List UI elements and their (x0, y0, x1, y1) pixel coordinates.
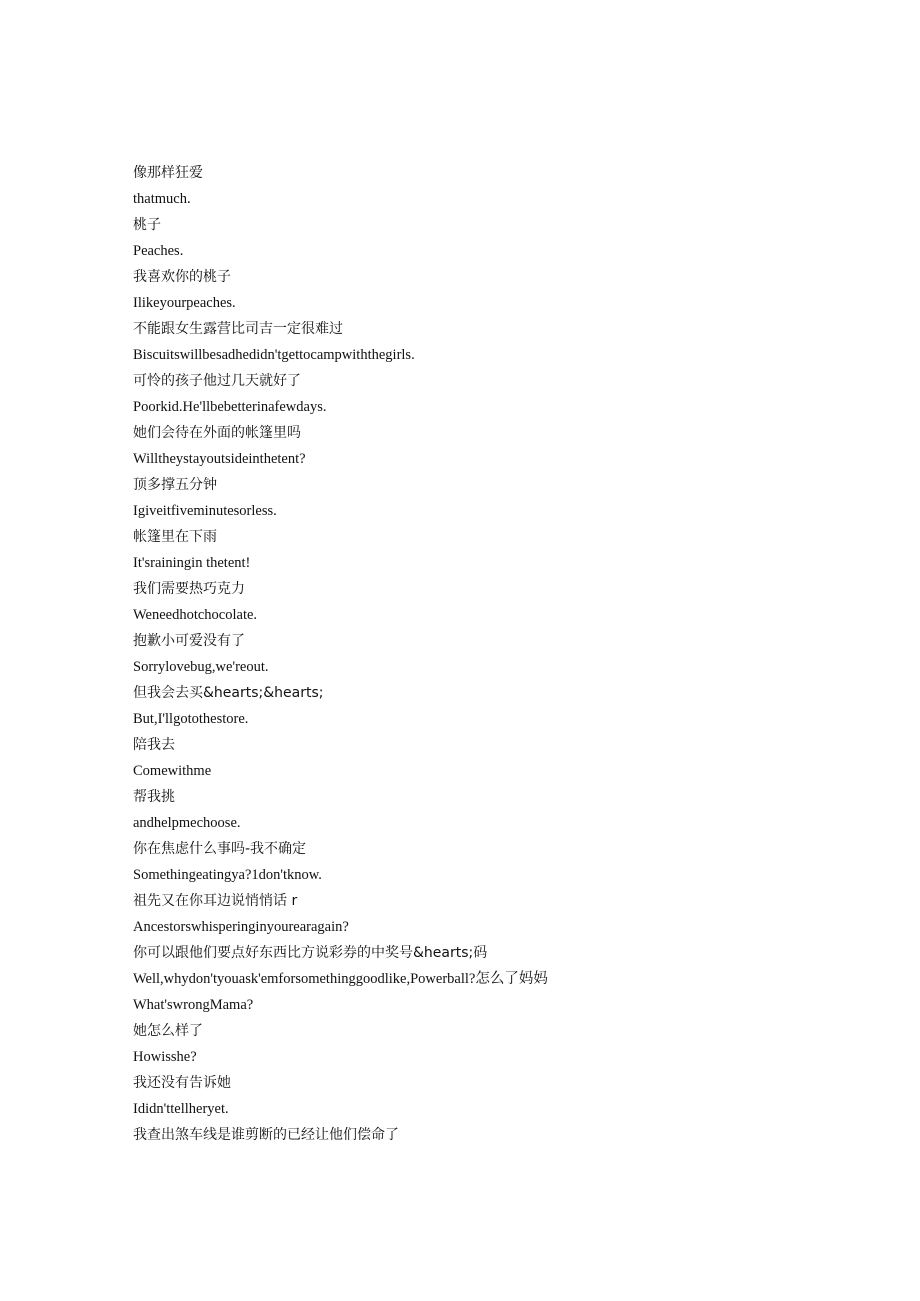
subtitle-line-english: It'srainingin thetent! (133, 555, 251, 571)
subtitle-line-english: Sorrylovebug,we'reout. (133, 659, 269, 675)
subtitle-line-chinese: 帮我挑 (133, 789, 175, 805)
subtitle-line-english: Ancestorswhisperinginyourearagain? (133, 919, 349, 935)
subtitle-line-chinese: 她怎么样了 (133, 1023, 203, 1039)
subtitle-line-english: Somethingeatingya?1don'tknow. (133, 867, 322, 883)
subtitle-line-english: Howisshe? (133, 1049, 197, 1065)
subtitle-line-english: Biscuitswillbesadhedidn'tgettocampwiththegirls. (133, 347, 415, 363)
subtitle-line-english: Comewithme (133, 763, 212, 779)
subtitle-line-english: Ididn'ttellheryet. (133, 1101, 229, 1117)
subtitle-line-chinese: 桃子 (133, 217, 161, 233)
subtitle-line-chinese: 祖先又在你耳边说悄悄话 r (133, 893, 298, 909)
subtitle-line-english: But,I'llgotothestore. (133, 711, 249, 727)
subtitle-line-chinese: 陪我去 (133, 737, 175, 753)
subtitle-line-chinese: 顶多撑五分钟 (133, 477, 217, 493)
subtitle-line-english: andhelpmechoose. (133, 815, 241, 831)
subtitle-line-chinese: 可怜的孩子他过几天就好了 (133, 373, 301, 389)
subtitle-line-english: Willtheystayoutsideinthetent? (133, 451, 306, 467)
subtitle-line-chinese: 我查出煞车线是谁剪断的已经让他们偿命了 (133, 1127, 399, 1143)
subtitle-line-english: Well,whydon'tyouask'emforsomethinggoodlike,Powerball?怎么了妈妈 (133, 971, 548, 987)
subtitle-line-chinese: 我喜欢你的桃子 (133, 269, 231, 285)
subtitle-line-chinese: 但我会去买&hearts;&hearts; (133, 685, 324, 701)
subtitle-line-chinese: 不能跟女生露营比司吉一定很难过 (133, 321, 343, 337)
subtitle-line-chinese: 帐篷里在下雨 (133, 529, 217, 545)
subtitle-line-english: Poorkid.He'llbebetterinafewdays. (133, 399, 327, 415)
subtitle-line-chinese: 她们会待在外面的帐篷里吗 (133, 425, 301, 441)
subtitle-line-english: thatmuch. (133, 191, 191, 207)
subtitle-line-english: Weneedhotchocolate. (133, 607, 258, 623)
subtitle-line-chinese: 我还没有告诉她 (133, 1075, 231, 1091)
subtitle-line-chinese: 像那样狂爱 (133, 165, 203, 181)
document-body (133, 160, 873, 1148)
subtitle-line-chinese: 抱歉小可爱没有了 (133, 633, 245, 649)
subtitle-line-english: Peaches. (133, 243, 184, 259)
subtitle-line-chinese: 你在焦虑什么事吗-我不确定 (133, 841, 307, 857)
subtitle-line-chinese: 我们需要热巧克力 (133, 581, 245, 597)
subtitle-line-english: Ilikeyourpeaches. (133, 295, 236, 311)
subtitle-line-chinese: 你可以跟他们要点好东西比方说彩券的中奖号&hearts;码 (133, 945, 488, 961)
subtitle-line-english: What'swrongMama? (133, 997, 254, 1013)
subtitle-line-english: Igiveitfiveminutesorless. (133, 503, 277, 519)
